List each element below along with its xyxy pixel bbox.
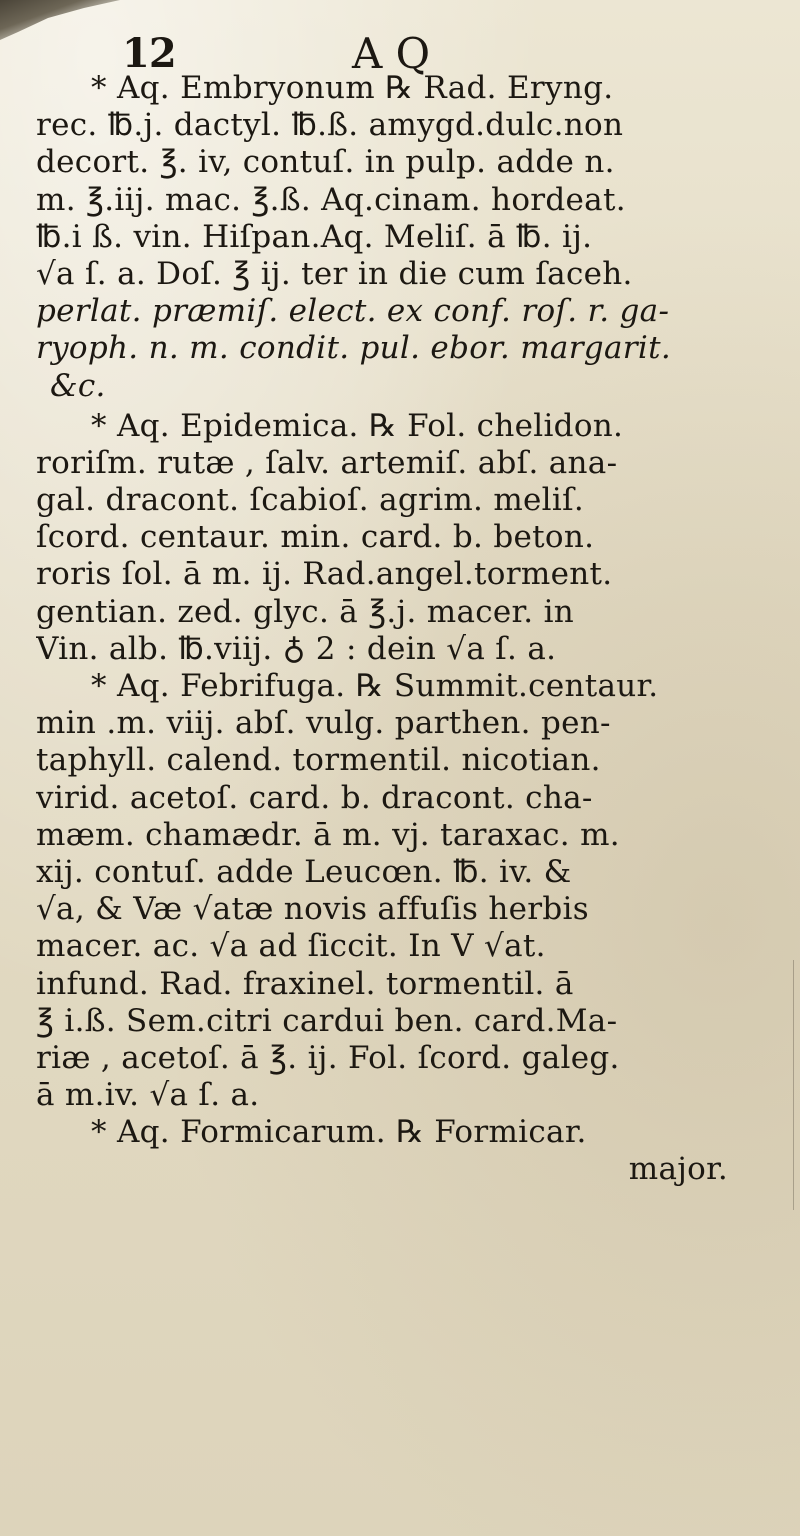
text-line: min .m. viij. abſ. vulg. parthen. pen- (36, 705, 611, 742)
recipe-heading-formicarum: * Aq. Formicarum. ℞ Formicar. (91, 1114, 587, 1151)
page-gutter-line (793, 960, 794, 1210)
text-line: m. ℥.iij. mac. ℥.ß. Aq.cinam. hordeat. (36, 181, 626, 218)
text-line: xij. contuſ. adde Leucœn. ℔. iv. & (36, 853, 572, 890)
text-line: taphyll. calend. tormentil. nicotian. (36, 742, 601, 779)
text-line: ſcord. centaur. min. card. b. beton. (36, 519, 595, 556)
text-line: ℥ i.ß. Sem.citri cardui ben. card.Ma- (36, 1002, 618, 1039)
text-line: ℔.i ß. vin. Hiſpan.Aq. Meliſ. ā ℔. ij. (36, 218, 593, 255)
text-line: mæm. chamædr. ā m. vj. taraxac. m. (36, 816, 620, 853)
recipe-heading-epidemica: * Aq. Epidemica. ℞ Fol. chelidon. (91, 407, 624, 444)
text-line: decort. ℥. iv, contuſ. in pulp. adde n. (36, 144, 615, 181)
text-line: ā m.iv. √a ſ. a. (36, 1077, 260, 1114)
text-line: √a ſ. a. Doſ. ℥ ij. ter in die cum ſaceh. (36, 255, 633, 292)
text-line: roris ſol. ā m. ij. Rad.angel.torment. (36, 556, 613, 593)
text-line: &c. (50, 367, 106, 404)
page-number: 12 (122, 30, 176, 77)
signature-mark: A Q (352, 29, 431, 78)
torn-corner-shadow (0, 0, 120, 40)
text-line: roriſm. rutæ , ſalv. artemiſ. abſ. ana- (36, 444, 618, 481)
text-line: gentian. zed. glyc. ā ℥.j. macer. in (36, 593, 575, 630)
text-line: rec. ℔.j. dactyl. ℔.ß. amygd.dulc.non (36, 107, 624, 144)
recipe-heading-febrifuga: * Aq. Febrifuga. ℞ Summit.centaur. (91, 668, 659, 704)
text-line: perlat. præmiſ. elect. ex conf. roſ. r. ga- (36, 293, 670, 330)
text-line: √a, & Væ √atæ novis affuſis herbis (36, 891, 589, 928)
recipe-heading-embryonum: * Aq. Embryonum ℞ Rad. Eryng. (91, 70, 614, 106)
catchword: major. (628, 1151, 728, 1188)
text-line: riæ , acetoſ. ā ℥. ij. Fol. ſcord. galeg. (36, 1039, 620, 1076)
text-line: ryoph. n. m. condit. pul. ebor. margarit. (36, 330, 671, 367)
text-line: infund. Rad. fraxinel. tormentil. ā (36, 965, 574, 1002)
text-line: Vin. alb. ℔.viij. ♁ 2 : dein √a ſ. a. (36, 630, 557, 667)
text-line: macer. ac. √a ad ſiccit. In V √at. (36, 928, 546, 965)
text-line: virid. acetoſ. card. b. dracont. cha- (36, 779, 593, 816)
recipe-text-block (36, 70, 788, 1189)
text-line: gal. dracont. ſcabioſ. agrim. meliſ. (36, 482, 585, 519)
